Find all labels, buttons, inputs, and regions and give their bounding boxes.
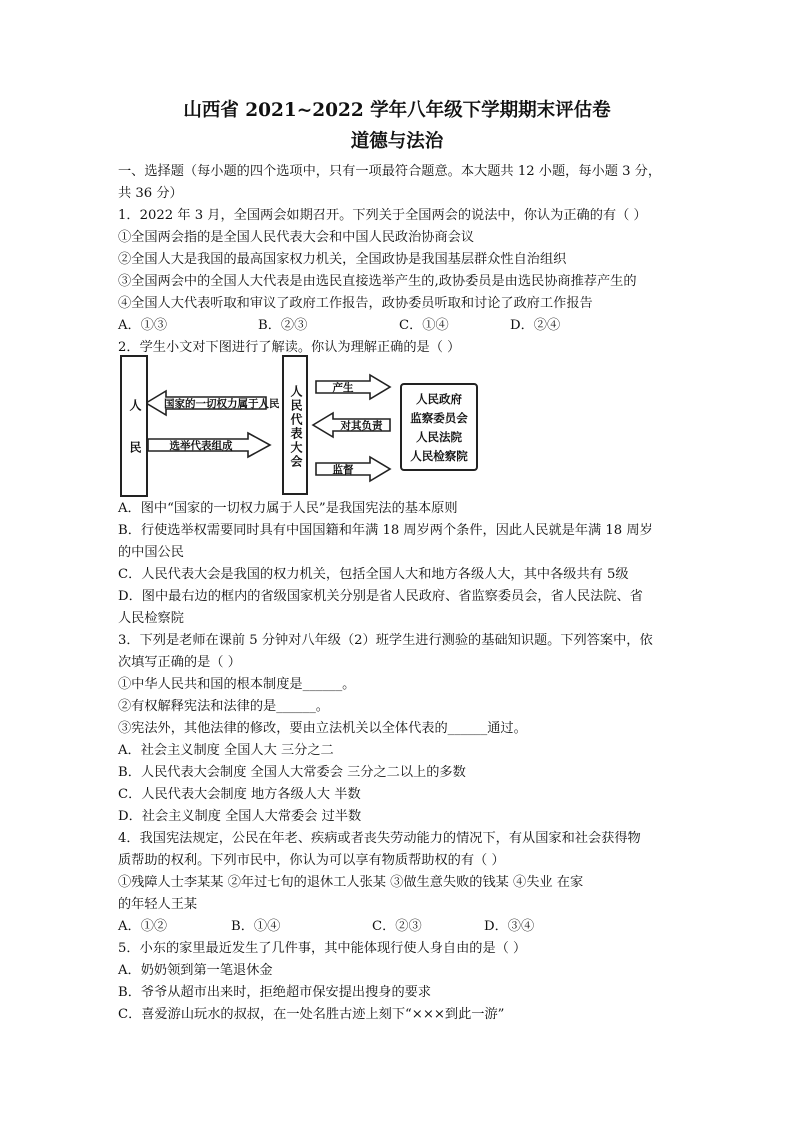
q5-stem: 5．小东的家里最近发生了几件事，其中能体现行使人身自由的是（ ）: [118, 941, 527, 956]
congress-box: [282, 355, 308, 495]
exam-title: 山西省 2021~2022 学年八年级下学期期末评估卷: [183, 100, 611, 121]
q3-stem-line2: 次填写正确的是（ ）: [118, 655, 241, 670]
q4-choices-line1: ①残障人士李某某 ②年过七旬的退休工人张某 ③做生意失败的钱某 ④失业 在家: [118, 875, 584, 890]
q2-option-d-line2: 人民检察院: [118, 611, 184, 626]
q1-option-c: C．①④: [399, 318, 449, 333]
q2-option-b-line1: B．行使选举权需要同时具有中国国籍和年满 18 周岁两个条件，因此人民就是年满 18 周岁: [118, 523, 653, 538]
label-power-belongs-to-people: 国家的一切权力属于人民: [164, 398, 280, 410]
exam-subject: 道德与法治: [350, 131, 444, 152]
q5-option-c: C．喜爱游山玩水的叔叔，在一处名胜古迹上刻下“×××到此一游”: [118, 1007, 505, 1022]
label-elect-representatives: 选举代表组成: [169, 440, 233, 452]
q2-stem: 2．学生小文对下图进行了解读。你认为理解正确的是（ ）: [118, 340, 461, 355]
q3-blank-2: ②有权解释宪法和法律的是______。: [118, 699, 329, 714]
congress-label: 人民代表大会: [289, 385, 303, 469]
q4-options: [118, 918, 534, 936]
q1-statement-1: ①全国两会指的是全国人民代表大会和中国人民政治协商会议: [118, 230, 475, 245]
label-produce: 产生: [332, 382, 354, 394]
q4-option-a: A．①②: [118, 919, 168, 934]
q1-option-b: B．②③: [258, 318, 308, 333]
q2-option-a: A．图中“国家的一切权力属于人民”是我国宪法的基本原则: [118, 501, 458, 516]
q4-choices-line2: 的年轻人王某: [118, 897, 198, 912]
q2-option-c: C．人民代表大会是我国的权力机关，包括全国人大和地方各级人大，其中各级共有 5级: [118, 567, 629, 582]
q3-stem-line1: 3．下列是老师在课前 5 分钟对八年级（2）班学生进行测验的基础知识题。下列答案中，依: [118, 633, 653, 648]
q3-option-a: A．社会主义制度 全国人大 三分之二: [118, 743, 334, 758]
people-box: [120, 355, 148, 497]
q3-option-d: D．社会主义制度 全国人大常委会 过半数: [118, 809, 362, 824]
section-heading-line1: 一、选择题（每小题的四个选项中，只有一项最符合题意。本大题共 12 小题，每小题 3 分，: [118, 164, 662, 179]
q2-option-d-line1: D．图中最右边的框内的省级国家机关分别是省人民政府、省监察委员会，省人民法院、省: [118, 589, 643, 604]
q1-statement-4: ④全国人大代表听取和审议了政府工作报告，政协委员听取和讨论了政府工作报告: [118, 296, 593, 311]
q1-options: [118, 317, 560, 335]
q3-option-b: B．人民代表大会制度 全国人大常委会 三分之二以上的多数: [118, 765, 466, 780]
org-government: 人民政府: [416, 392, 462, 406]
q1-statement-2: ②全国人大是我国的最高国家权力机关，全国政协是我国基层群众性自治组织: [118, 252, 567, 267]
q3-option-c: C．人民代表大会制度 地方各级人大 半数: [118, 787, 361, 802]
q4-option-c: C．②③: [372, 919, 422, 934]
org-procuratorate: 人民检察院: [410, 449, 468, 463]
q3-blank-3: ③宪法外，其他法律的修改，要由立法机关以全体代表的______通过。: [118, 721, 527, 736]
org-court: 人民法院: [416, 430, 462, 444]
q2-option-b-line2: 的中国公民: [118, 545, 184, 560]
q1-stem: 1．2022 年 3 月，全国两会如期召开。下列关于全国两会的说法中，你认为正确的有（ ）: [118, 208, 647, 223]
label-responsible: 对其负责: [340, 420, 383, 432]
q1-statement-3: ③全国两会中的全国人大代表是由选民直接选举产生的,政协委员是由选民协商推荐产生的: [118, 274, 637, 289]
org-supervisory-commission: 监察委员会: [410, 411, 468, 425]
q4-option-b: B．①④: [231, 919, 281, 934]
state-power-diagram: [118, 355, 480, 500]
q5-option-b: B．爷爷从超市出来时，拒绝超市保安提出搜身的要求: [118, 985, 432, 1000]
label-supervise: 监督: [332, 464, 354, 476]
q5-option-a: A．奶奶领到第一笔退休金: [118, 963, 273, 978]
section-heading-line2: 共 36 分）: [118, 186, 183, 201]
people-label: 人民: [128, 399, 142, 483]
q1-option-a: A．①③: [118, 318, 168, 333]
q1-option-d: D．②④: [510, 318, 561, 333]
q4-stem-line1: 4．我国宪法规定，公民在年老、疾病或者丧失劳动能力的情况下，有从国家和社会获得物: [118, 831, 641, 846]
q4-option-d: D．③④: [484, 919, 535, 934]
q3-blank-1: ①中华人民共和国的根本制度是______。: [118, 677, 356, 692]
q4-stem-line2: 质帮助的权利。下列市民中，你认为可以享有物质帮助权的有（ ）: [118, 853, 505, 868]
state-organs-box: [400, 383, 478, 471]
